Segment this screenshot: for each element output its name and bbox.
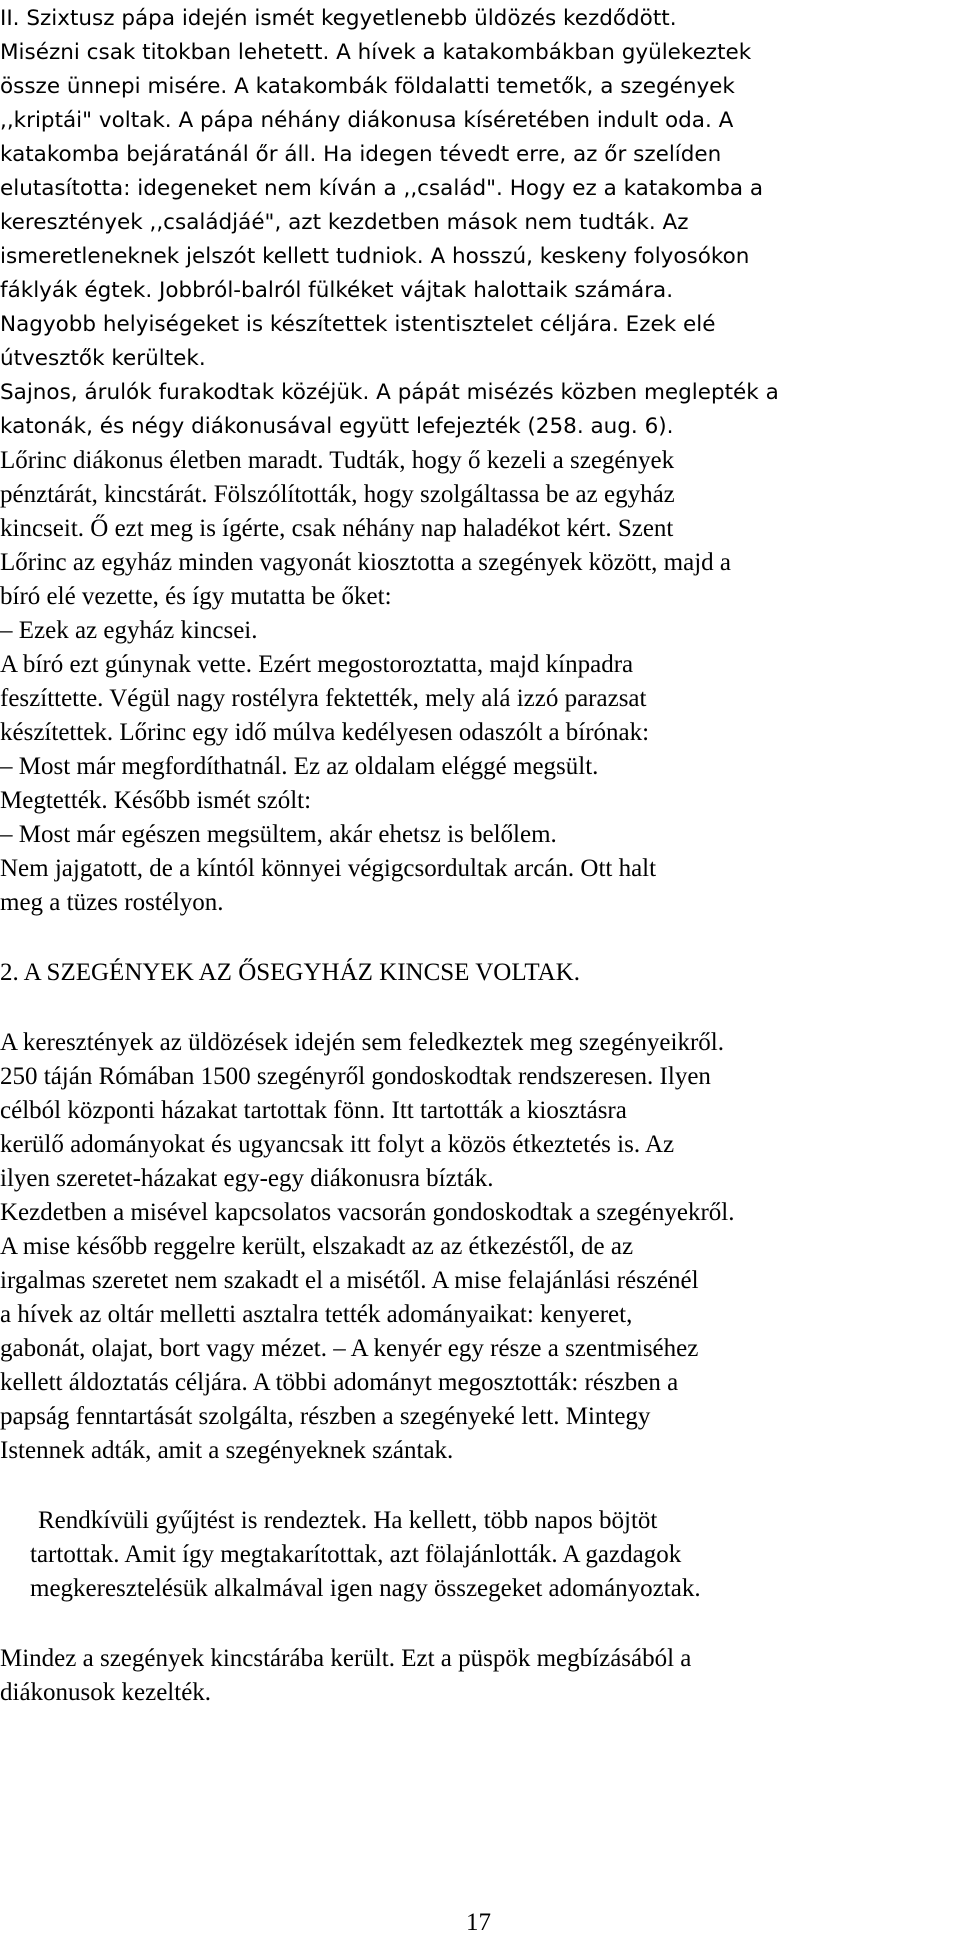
text-line: Istennek adták, amit a szegényeknek szántak. xyxy=(0,1437,454,1464)
text-line: a hívek az oltár melletti asztalra tették adományaikat: kenyeret, xyxy=(0,1301,633,1328)
text-line: A keresztények az üldözések idején sem feledkeztek meg szegényeikről. xyxy=(0,1029,724,1056)
text-line: – Most már megfordíthatnál. Ez az oldalam eléggé megsült. xyxy=(0,753,599,780)
text-line: A bíró ezt gúnynak vette. Ezért megostoroztatta, majd kínpadra xyxy=(0,651,634,678)
text-line: Lőrinc az egyház minden vagyonát kiosztotta a szegények között, majd a xyxy=(0,549,731,576)
text-line: Megtették. Később ismét szólt: xyxy=(0,787,312,814)
text-line: meg a tüzes rostélyon. xyxy=(0,889,224,916)
text-line: Sajnos, árulók furakodtak közéjük. A pápát misézés közben meglepték a xyxy=(0,380,779,405)
text-line: 250 táján Rómában 1500 szegényről gondoskodtak rendszeresen. Ilyen xyxy=(0,1063,711,1090)
text-line: kincseit. Ő ezt meg is ígérte, csak néhány nap haladékot kért. Szent xyxy=(0,515,674,542)
text-line: Kezdetben a misével kapcsolatos vacsorán gondoskodtak a szegényekről. xyxy=(0,1199,735,1226)
text-line: – Most már egészen megsültem, akár ehetsz is belőlem. xyxy=(0,821,557,848)
text-line: Nagyobb helyiségeket is készítettek istentisztelet céljára. Ezek elé xyxy=(0,312,716,337)
text-line: bíró elé vezette, és így mutatta be őket: xyxy=(0,583,392,610)
text-line: feszíttette. Végül nagy rostélyra fektették, mely alá izzó parazsat xyxy=(0,685,647,712)
text-line: irgalmas szeretet nem szakadt el a misétől. A mise felajánlási részénél xyxy=(0,1267,699,1294)
text-line: diákonusok kezelték. xyxy=(0,1679,212,1706)
text-line: katakomba bejáratánál őr áll. Ha idegen tévedt erre, az őr szelíden xyxy=(0,142,722,167)
text-line: – Ezek az egyház kincsei. xyxy=(0,617,258,644)
text-line: kellett áldoztatás céljára. A többi adományt megosztották: részben a xyxy=(0,1369,679,1396)
text-line: fáklyák égtek. Jobbról-balról fülkéket vájtak halottaik számára. xyxy=(0,278,674,303)
text-line: Nem jajgatott, de a kíntól könnyei végigcsordultak arcán. Ott halt xyxy=(0,855,657,882)
text-line: katonák, és négy diákonusával együtt lefejezték (258. aug. 6). xyxy=(0,414,674,439)
text-line: össze ünnepi misére. A katakombák földalatti temetők, a szegények xyxy=(0,74,735,99)
text-line: gabonát, olajat, bort vagy mézet. – A kenyér egy része a szentmiséhez xyxy=(0,1335,699,1362)
text-line: A mise később reggelre került, elszakadt az az étkezéstől, de az xyxy=(0,1233,634,1260)
text-line: ,,kriptái" voltak. A pápa néhány diákonusa kíséretében indult oda. A xyxy=(0,108,734,133)
text-line: tartottak. Amit így megtakarítottak, azt fölajánlották. A gazdagok xyxy=(30,1541,682,1568)
text-line: elutasította: idegeneket nem kíván a ,,család". Hogy ez a katakomba a xyxy=(0,176,764,201)
text-line: készítettek. Lőrinc egy idő múlva kedélyesen odaszólt a bírónak: xyxy=(0,719,650,746)
section-heading: 2. A SZEGÉNYEK AZ ŐSEGYHÁZ KINCSE VOLTAK. xyxy=(0,959,580,986)
text-line: Mindez a szegények kincstárába került. Ezt a püspök megbízásából a xyxy=(0,1645,692,1672)
text-line: kerülő adományokat és ugyancsak itt folyt a közös étkeztetés is. Az xyxy=(0,1131,675,1158)
text-line: pénztárát, kincstárát. Fölszólították, hogy szolgáltassa be az egyház xyxy=(0,481,675,508)
text-line: ilyen szeretet-házakat egy-egy diákonusra bízták. xyxy=(0,1165,494,1192)
text-line: útvesztők kerültek. xyxy=(0,346,206,371)
text-line: megkeresztelésük alkalmával igen nagy összegeket adományoztak. xyxy=(30,1575,701,1602)
page-number: 17 xyxy=(466,1909,491,1936)
text-line: Lőrinc diákonus életben maradt. Tudták, hogy ő kezeli a szegények xyxy=(0,447,675,474)
text-line: papság fenntartását szolgálta, részben a szegényeké lett. Mintegy xyxy=(0,1403,651,1430)
text-line: Misézni csak titokban lehetett. A hívek a katakombákban gyülekeztek xyxy=(0,40,752,65)
text-line: Rendkívüli gyűjtést is rendeztek. Ha kellett, több napos böjtöt xyxy=(38,1507,658,1534)
text-line: célból központi házakat tartottak fönn. Itt tartották a kiosztásra xyxy=(0,1097,627,1124)
text-line: II. Szixtusz pápa idején ismét kegyetlenebb üldözés kezdődött. xyxy=(0,6,677,31)
text-line: ismeretleneknek jelszót kellett tudniok. A hosszú, keskeny folyosókon xyxy=(0,244,750,269)
text-line: keresztények ,,családjáé", azt kezdetben mások nem tudták. Az xyxy=(0,210,689,235)
